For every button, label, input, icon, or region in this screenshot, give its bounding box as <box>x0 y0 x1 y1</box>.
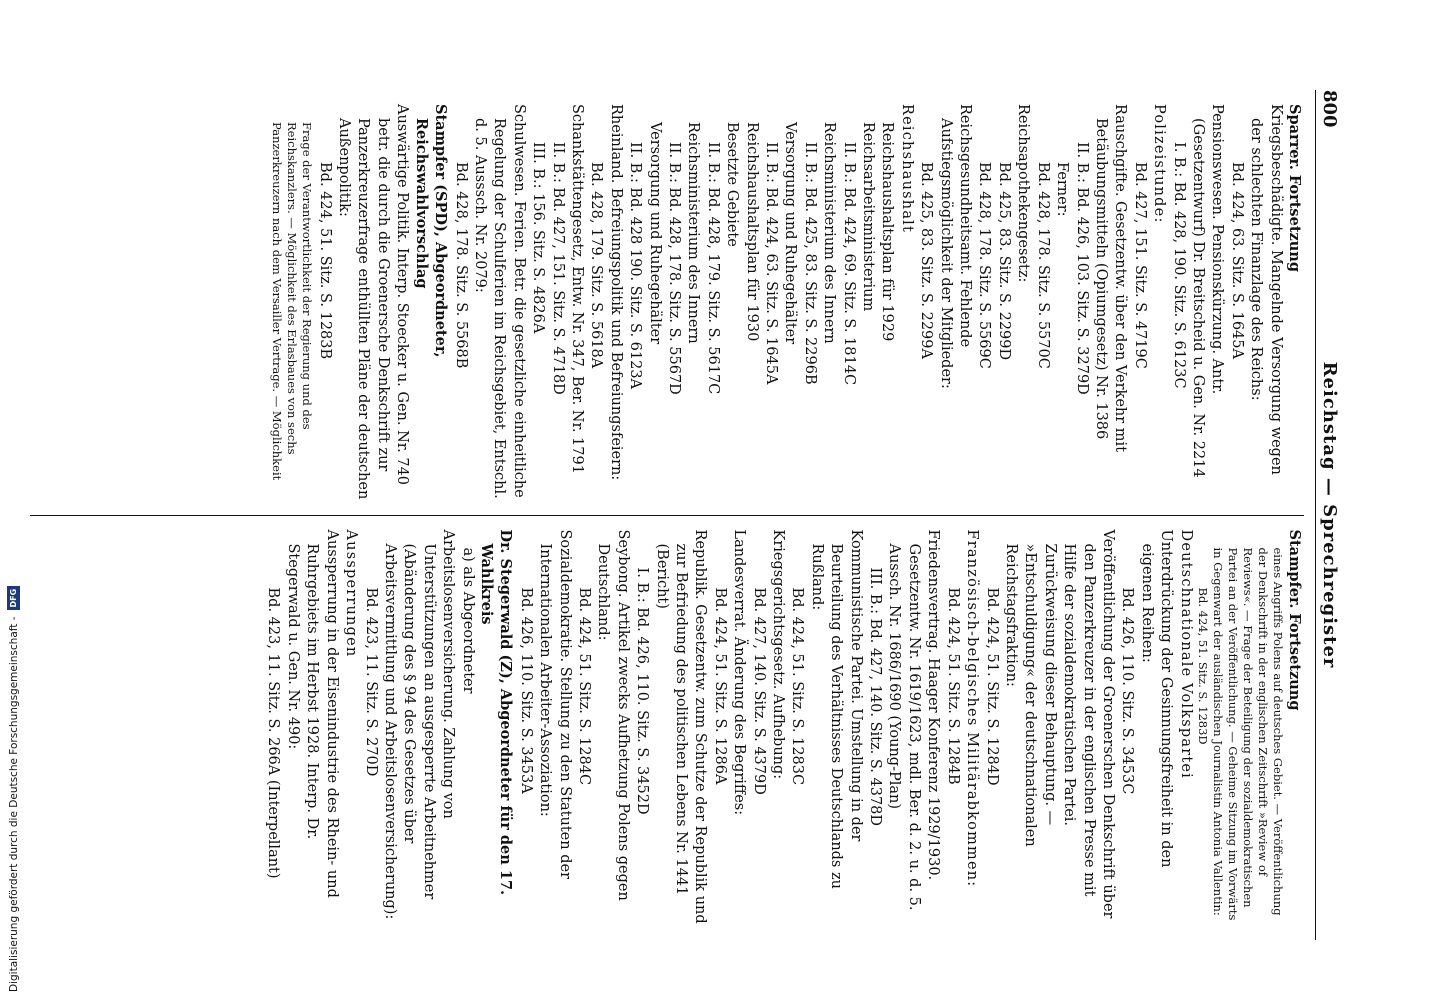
left-column-entry: Bd. 428, 178. Sitz. S. 5569C <box>976 162 993 369</box>
left-column-entry: Frage der Verantwortlichkeit der Regierung und des Reichskanzlers. — Möglichkeit des Erlasbaues von sechs Panzerkreuzern nach dem Versailler Vertrage. — Möglichkeit <box>270 122 315 481</box>
left-column-entry: Pensionswesen. Pensionskürzung. Antr. (Gesetzentwurf) Dr. Breitscheid u. Gen. Nr. 2214 <box>1189 104 1226 478</box>
left-column-entry: Rauschgifte. Gesetzentw. über den Verkehr mit Betäubungsmitteln (Opiumgesetz) Nr. 1386 <box>1092 104 1129 453</box>
right-column-entry: Bd. 424, 51. Sitz. S. 1283D <box>1195 587 1210 745</box>
left-column-entry: Reichsarbeitsministerium <box>860 122 877 312</box>
right-column-entry: Bd. 424, 51. Sitz. S. 1286A <box>711 587 728 785</box>
right-column-entry: Stampfer. Fortsetzung <box>1286 529 1303 711</box>
right-column-entry: Bd. 426, 110. Sitz. S. 3453A <box>517 587 534 794</box>
left-column-entry: Reichsministerium des Innern <box>821 122 838 344</box>
right-column-entry: a) als Abgeordneter <box>459 547 476 694</box>
right-column-entry: Seybong. Artikel zwecks Aufhetzung Polens gegen Deutschland: <box>595 529 631 901</box>
page-number: 800 <box>1319 90 1340 128</box>
page-header <box>1315 90 1339 940</box>
right-column-entry: Arbeitslosenversicherung. Zahlung von Unterstützungen an ausgesperrte Arbeitnehmer (Abänderung des § 94 des Gesetzes über Arbeitsvermittlung und Arbeitslosenversicherung): <box>381 529 457 920</box>
right-column-entry: Bd. 424, 51. Sitz. S. 1284B <box>944 587 961 785</box>
right-column-entry: Veröffentlichung der Groenerschen Denkschrift über den Panzerkreuzer in der englischen Presse mit Hilfe der sozialdemokratischen Partei. Zurückweisung dieser Behauptung. — »Entschuldigung« der deutschnationalen Reichstagsfraktion: <box>1002 529 1116 919</box>
left-column-entry: Reichshaushaltsplan für 1929 <box>879 122 896 342</box>
right-column-entry: I. B.: Bd. 426, 110. Sitz. S. 3452D <box>634 567 651 815</box>
left-column-entry: III. B.: 156. Sitz. S. 4826A <box>530 142 547 334</box>
left-column-entry: Auswärtige Politik. Interp. Stoecker u. Gen. Nr. 740 betr. die durch die Groenersche Denkschrift zur Panzerkreuzerfrage enthüllten Pläne der deutschen Außenpolitik: <box>336 104 411 500</box>
digitization-credit <box>7 586 20 992</box>
right-column-entry: Kommunistische Partei. Umstellung in der Beurteilung des Verhältnisses Deutschlands zu Rußland: <box>808 529 864 889</box>
left-column-entry: II. B.: Bd. 428, 178. Sitz. S. 5567D <box>666 142 682 395</box>
right-column-entry: Französisch-belgisches Militärabkommen: <box>964 529 981 888</box>
left-column-entry: Bd. 427, 151. Sitz. S. 4719C <box>1131 162 1148 369</box>
left-column-entry: Besetzte Gebiete <box>724 122 741 247</box>
right-column-entry: Deutschnationale Volkspartei <box>1177 529 1194 779</box>
left-column-entry: Schankstättengesetz, Entw. Nr. 347, Ber. Nr. 1791 <box>568 104 585 474</box>
left-column <box>30 90 1304 515</box>
left-column-entry: Versorgung und Ruhegehälter <box>782 122 799 345</box>
left-column-entry: II. B.: Bd. 428, 179. Sitz. S. 5617C <box>704 142 721 395</box>
right-column-entry: Friedensvertrag. Haager Konferenz 1929/1930. Gesetzentw. Nr. 1619/1623, mdl. Ber. d. 2. u. d. 5. Aussch. Nr. 1686/1690 (Young-Plan) <box>886 529 942 911</box>
two-column-body <box>30 90 1304 940</box>
right-column-entry: Bd. 426, 110. Sitz. S. 3453C <box>1119 587 1136 795</box>
left-column-entry: Polizeistunde: <box>1151 104 1168 224</box>
right-column-entry: eines Angriffs Polens auf deutsches Gebiet. — Veröffentlichung der Denkschrift in der englischen Zeitschrift »Review of Reviews«. — Frage der Beteiligung der sozialdemokratischen Partei an der Veröffentlichung. — Geheime Sitzung im Vorwärts in Gegenwart der ausländischen Journalistin Antonia Vallentin: <box>1210 547 1285 921</box>
left-column-entry: Ferner: <box>1054 162 1071 217</box>
right-column-entry: Landesverrat. Änderung des Begriffes: <box>731 529 748 816</box>
left-column-entry: Sparrer. Fortsetzung <box>1286 104 1303 272</box>
right-column-entry: Bd. 424, 51. Sitz. S. 1283C <box>789 587 806 786</box>
dfg-logo: DFG <box>7 586 20 611</box>
right-column-entry: Bd. 424, 51. Sitz. S. 1284C <box>576 587 592 786</box>
right-column-entry: Dr. Stegerwald (Z), Abgeordneter für den 17. Wahlkreis <box>477 529 515 896</box>
left-column-entry: Versorgung und Ruhegehälter <box>646 122 663 345</box>
right-column <box>30 515 1304 941</box>
left-column-entry: Reichsapothekengesetz: <box>1015 104 1032 283</box>
left-column-entry: II. B.: Bd. 425, 83. Sitz. S. 2296B <box>801 142 818 385</box>
right-column-entry: Bd. 427, 140. Sitz. S. 4379D <box>750 587 767 795</box>
right-column-entry: Bd. 423, 11. Sitz. S. 266A (Interpellant) <box>265 587 282 879</box>
right-column-entry: Bd. 423, 11. Sitz. S. 270D <box>362 587 379 777</box>
left-column-entry: Bd. 428, 179. Sitz. S. 5618A <box>588 162 605 369</box>
right-column-entry: Sozialdemokratie. Stellung zu den Statuten der Internationalen Arbeiter-Assoziation: <box>537 529 573 879</box>
left-column-entry: Reichsministerium des Innern <box>685 122 702 344</box>
left-column-entry: II. B.: Bd. 427, 151. Sitz. S. 4718D <box>549 142 566 395</box>
left-column-entry: II. B.: Bd. 424, 63. Sitz. S. 1645A <box>763 142 780 385</box>
credit-text: Digitalisierung gefördert durch die Deutsche Forschungsgemeinschaft - <box>7 616 20 992</box>
left-column-entry: Reichsgesundheitsamt. Fehlende Aufstiegsmöglichkeit der Mitglieder: <box>937 104 974 389</box>
left-column-entry: I. B.: Bd. 428, 190. Sitz. S. 6123C <box>1170 142 1187 389</box>
right-column-entry: III. B.: Bd. 427, 140. Sitz. S. 4378D <box>867 567 884 827</box>
left-column-entry: Reichshaushalt <box>898 104 915 234</box>
right-column-entry: Aussperrungen <box>343 529 360 658</box>
left-column-entry: Kriegsbeschädigte. Mangelnde Versorgung wegen der schlechten Finanzlage des Reichs: <box>1248 104 1284 475</box>
right-column-entry: Bd. 424, 51. Sitz. S. 1284D <box>983 587 1000 786</box>
left-column-entry: Bd. 424, 63. Sitz. S. 1645A <box>1228 162 1245 359</box>
left-column-entry: Schulwesen. Ferien. Betr. die gesetzliche einheitliche Regelung der Schulferien im Reichsgebiet, Entschl. d. 5. Ausssch. Nr. 2079: <box>471 104 527 499</box>
left-column-entry: Bd. 425, 83. Sitz. S. 2299A <box>918 162 935 359</box>
left-column-entry: II. B.: Bd. 428 190. Sitz. S. 6123A <box>627 142 644 390</box>
left-column-entry: Reichshaushaltsplan für 1930 <box>743 122 760 342</box>
right-column-entry: Unterdrückung der Gesinnungsfreiheit in den eigenen Reihen: <box>1138 529 1175 868</box>
left-column-entry: Stampfer (SPD), Abgeordneter, Reichswahlvorschlag <box>412 104 450 358</box>
right-column-entry: Aussperrung in der Eisenindustrie des Rhein- und Ruhrgebiets im Herbst 1928. Interp. Dr. Stegerwald u. Gen. Nr. 490: <box>284 529 340 898</box>
left-column-entry: II. B.: Bd. 424, 69. Sitz. S. 1814C <box>840 142 857 386</box>
left-column-entry: Bd. 424, 51. Sitz. S. 1283B <box>316 162 333 360</box>
left-column-entry: Bd. 428, 178. Sitz. S. 5568B <box>452 162 469 369</box>
left-column-entry: II. B.: Bd. 426, 103. Sitz. S. 3279D <box>1073 142 1090 395</box>
right-column-entry: Republik. Gesetzentw. zum Schutze der Republik und zur Befriedung des politischen Lebens Nr. 1441 (Bericht) <box>653 529 709 924</box>
left-column-entry: Bd. 425, 83. Sitz. S. 2299D <box>995 162 1012 361</box>
right-column-entry: Kriegsgerichtsgesetz. Aufhebung: <box>770 529 787 780</box>
left-column-entry: Bd. 428, 178. Sitz. S. 5570C <box>1034 162 1051 369</box>
running-head: Reichstag — Sprechregister <box>1319 361 1340 669</box>
left-column-entry: Rheinland. Befreiungspolitik und Befreiungsfeiern: <box>607 104 624 481</box>
